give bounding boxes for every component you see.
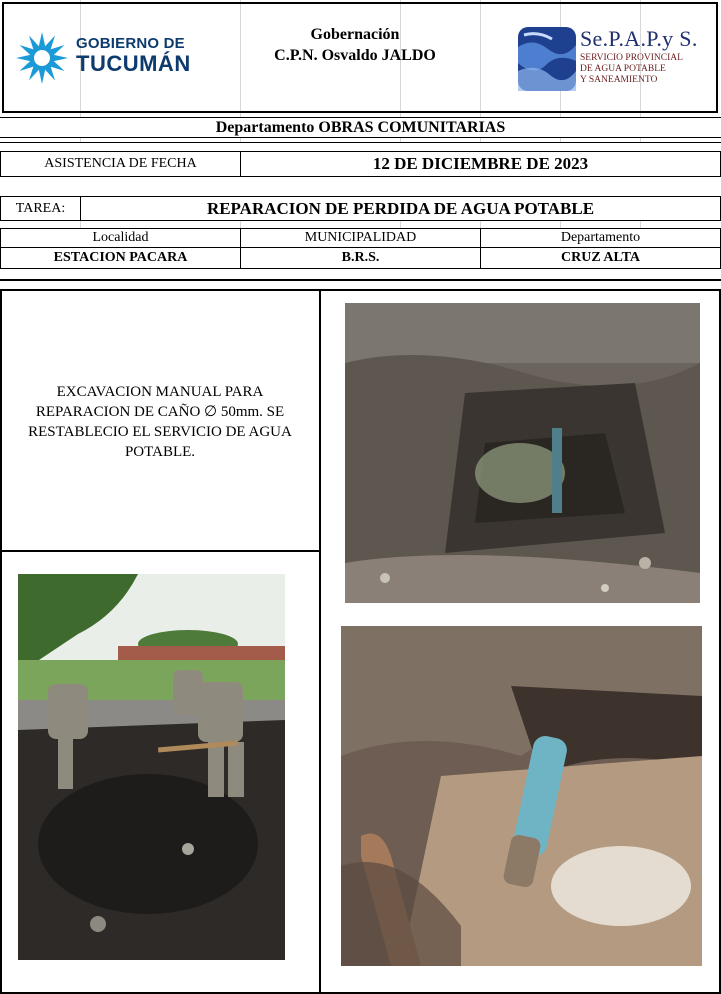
- workers-digging-photo: [18, 574, 285, 960]
- row-spacer: [0, 177, 721, 196]
- sepapys-full-name: [580, 53, 710, 86]
- content-divider-vertical: [319, 289, 321, 994]
- government-title: [230, 24, 480, 66]
- sepapys-full-line: Y SANEAMIENTO: [580, 75, 658, 85]
- excavation-hole-photo: [345, 303, 700, 603]
- gobierno-line1: GOBIERNO DE: [76, 35, 185, 52]
- locality-header: Localidad: [0, 228, 241, 248]
- municipality-value: B.R.S.: [240, 247, 481, 269]
- municipality-header: MUNICIPALIDAD: [240, 228, 481, 248]
- sepapys-full-line: SERVICIO PROVINCIAL: [580, 53, 683, 63]
- sepapys-full-line: DE AGUA POTABLE: [580, 64, 666, 74]
- assistance-date-label: ASISTENCIA DE FECHA: [0, 151, 241, 177]
- gobernacion-label: Gobernación: [310, 26, 400, 43]
- assistance-date-value: 12 DE DICIEMBRE DE 2023: [240, 151, 721, 177]
- content-divider-horizontal: [0, 550, 321, 552]
- department-header: Departamento: [480, 228, 721, 248]
- department-title: Departamento OBRAS COMUNITARIAS: [0, 117, 721, 138]
- sepapys-logo-icon: [518, 27, 576, 91]
- department-value: CRUZ ALTA: [480, 247, 721, 269]
- exposed-pipe-photo: [341, 626, 702, 966]
- task-label: TAREA:: [0, 196, 81, 221]
- sepapys-abbreviation: Se.P.A.P.y S.: [580, 26, 698, 51]
- governor-name: C.P.N. Osvaldo JALDO: [274, 47, 436, 64]
- work-description: EXCAVACION MANUAL PARA REPARACION DE CAÑO ∅ 50mm. SE RESTABLECIO EL SERVICIO DE AGUA POTABLE.: [28, 384, 292, 460]
- task-value: REPARACION DE PERDIDA DE AGUA POTABLE: [80, 196, 721, 221]
- gobierno-line2: TUCUMÁN: [76, 51, 191, 76]
- gobierno-tucuman-logo-icon: [12, 28, 72, 88]
- locality-value: ESTACION PACARA: [0, 247, 241, 269]
- row-spacer: [0, 281, 721, 289]
- gobierno-tucuman-wordmark: [76, 36, 191, 75]
- row-separator: [0, 269, 721, 281]
- sepapys-wordmark: [580, 28, 710, 86]
